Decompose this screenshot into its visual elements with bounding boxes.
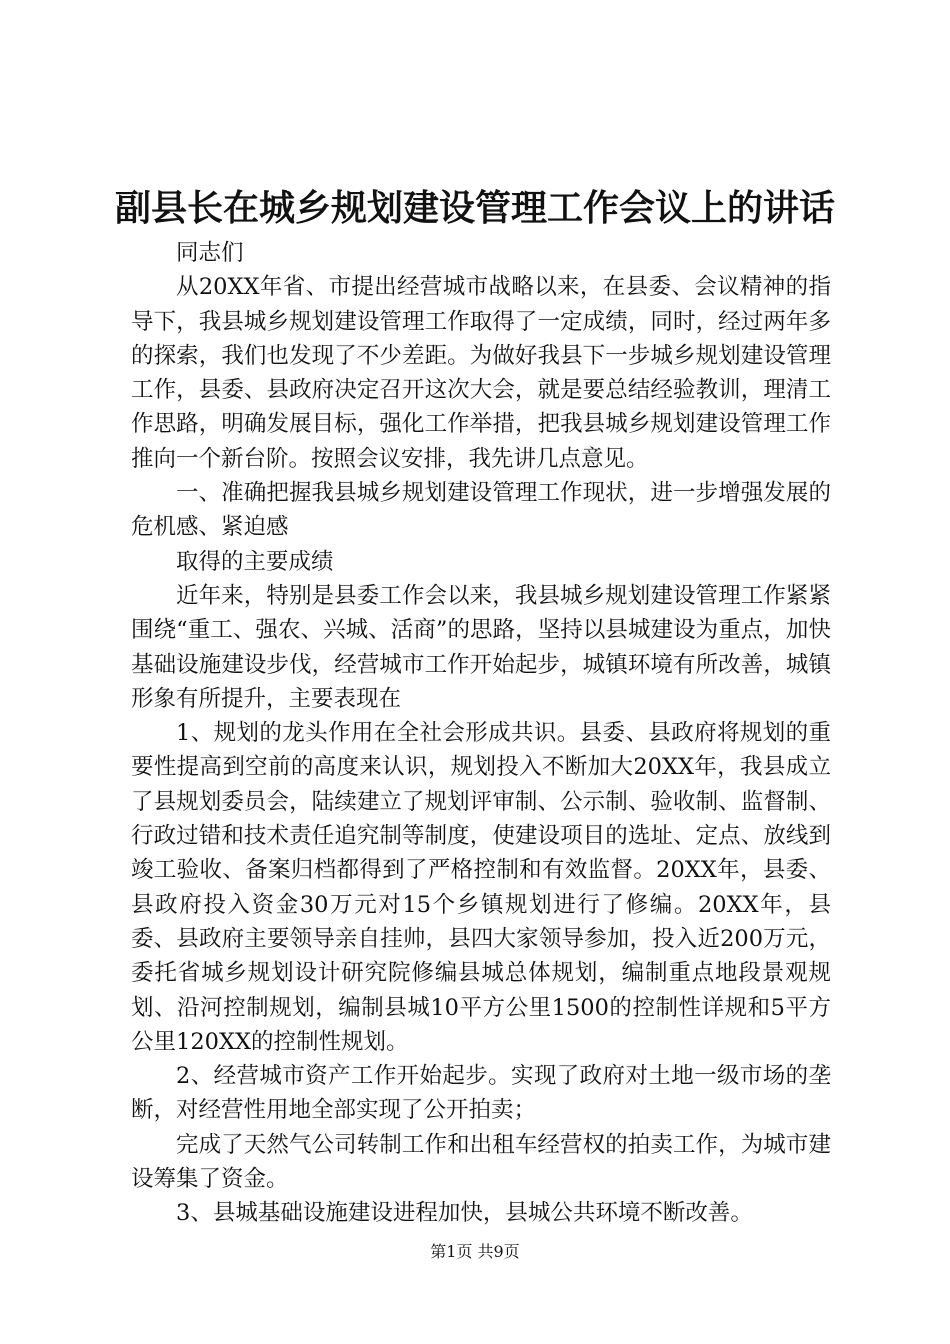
paragraph-subheading: 取得的主要成绩 — [176, 548, 334, 575]
paragraph-point-1: 1、规划的龙头作用在全社会形成共识。县委、县政府将规划的重要性提高到空前的高度来认识，规划投入不断加大20XX年，我县成立了县规划委员会，陆续建立了规划评审制、公示制、验收制、监督制、行政过错和技术责任追究制等制度，使建设项目的选址、定点、放线到竣工验收、备案归档都得到了严格控制和有效监督。20XX年，县委、县政府投入资金30万元对15个乡镇规划进行了修编。20XX年，县委、县政府主要领导亲自挂帅，县四大家领导参加，投入近200万元，委托省城乡规划设计研究院修编县城总体规划，编制重点地段景观规划、沿河控制规划，编制县城10平方公里1500的控制性详规和5平方公里120XX的控制性规划。 — [131, 720, 831, 1055]
paragraph-intro: 从20XX年省、市提出经营城市战略以来，在县委、会议精神的指导下，我县城乡规划建设管理工作取得了一定成绩，同时，经过两年多的探索，我们也发现了不少差距。为做好我县下一步城乡规划建设管理工作，县委、县政府决定召开这次大会，就是要总结经验教训，理清工作思路，明确发展目标，强化工作举措，把我县城乡规划建设管理工作推向一个新台阶。按照会议安排，我先讲几点意见。 — [131, 274, 831, 472]
paragraph-point-3: 3、县城基础设施建设进程加快，县城公共环境不断改善。 — [176, 1200, 753, 1227]
paragraph-point-2: 2、经营城市资产工作开始起步。实现了政府对土地一级市场的垄断，对经营性用地全部实现了公开拍卖； — [131, 1063, 831, 1124]
paragraph-point-2-continued: 完成了天然气公司转制工作和出租车经营权的拍卖工作，为城市建设筹集了资金。 — [131, 1131, 831, 1193]
paragraph-section-heading: 一、准确把握我县城乡规划建设管理工作现状，进一步增强发展的危机感、紧迫感 — [131, 480, 831, 541]
page-footer: 第1页 共9页 — [430, 1242, 520, 1261]
document-body — [131, 236, 831, 1231]
document-title: 副县长在城乡规划建设管理工作会议上的讲话 — [114, 187, 835, 229]
paragraph-salutation: 同志们 — [176, 240, 244, 266]
paragraph-overview: 近年来，特别是县委工作会以来，我县城乡规划建设管理工作紧紧围绕“重工、强农、兴城、活商”的思路，坚持以县城建设为重点，加快基础设施建设步伐，经营城市工作开始起步，城镇环境有所改善，城镇形象有所提升，主要表现在 — [131, 582, 831, 712]
